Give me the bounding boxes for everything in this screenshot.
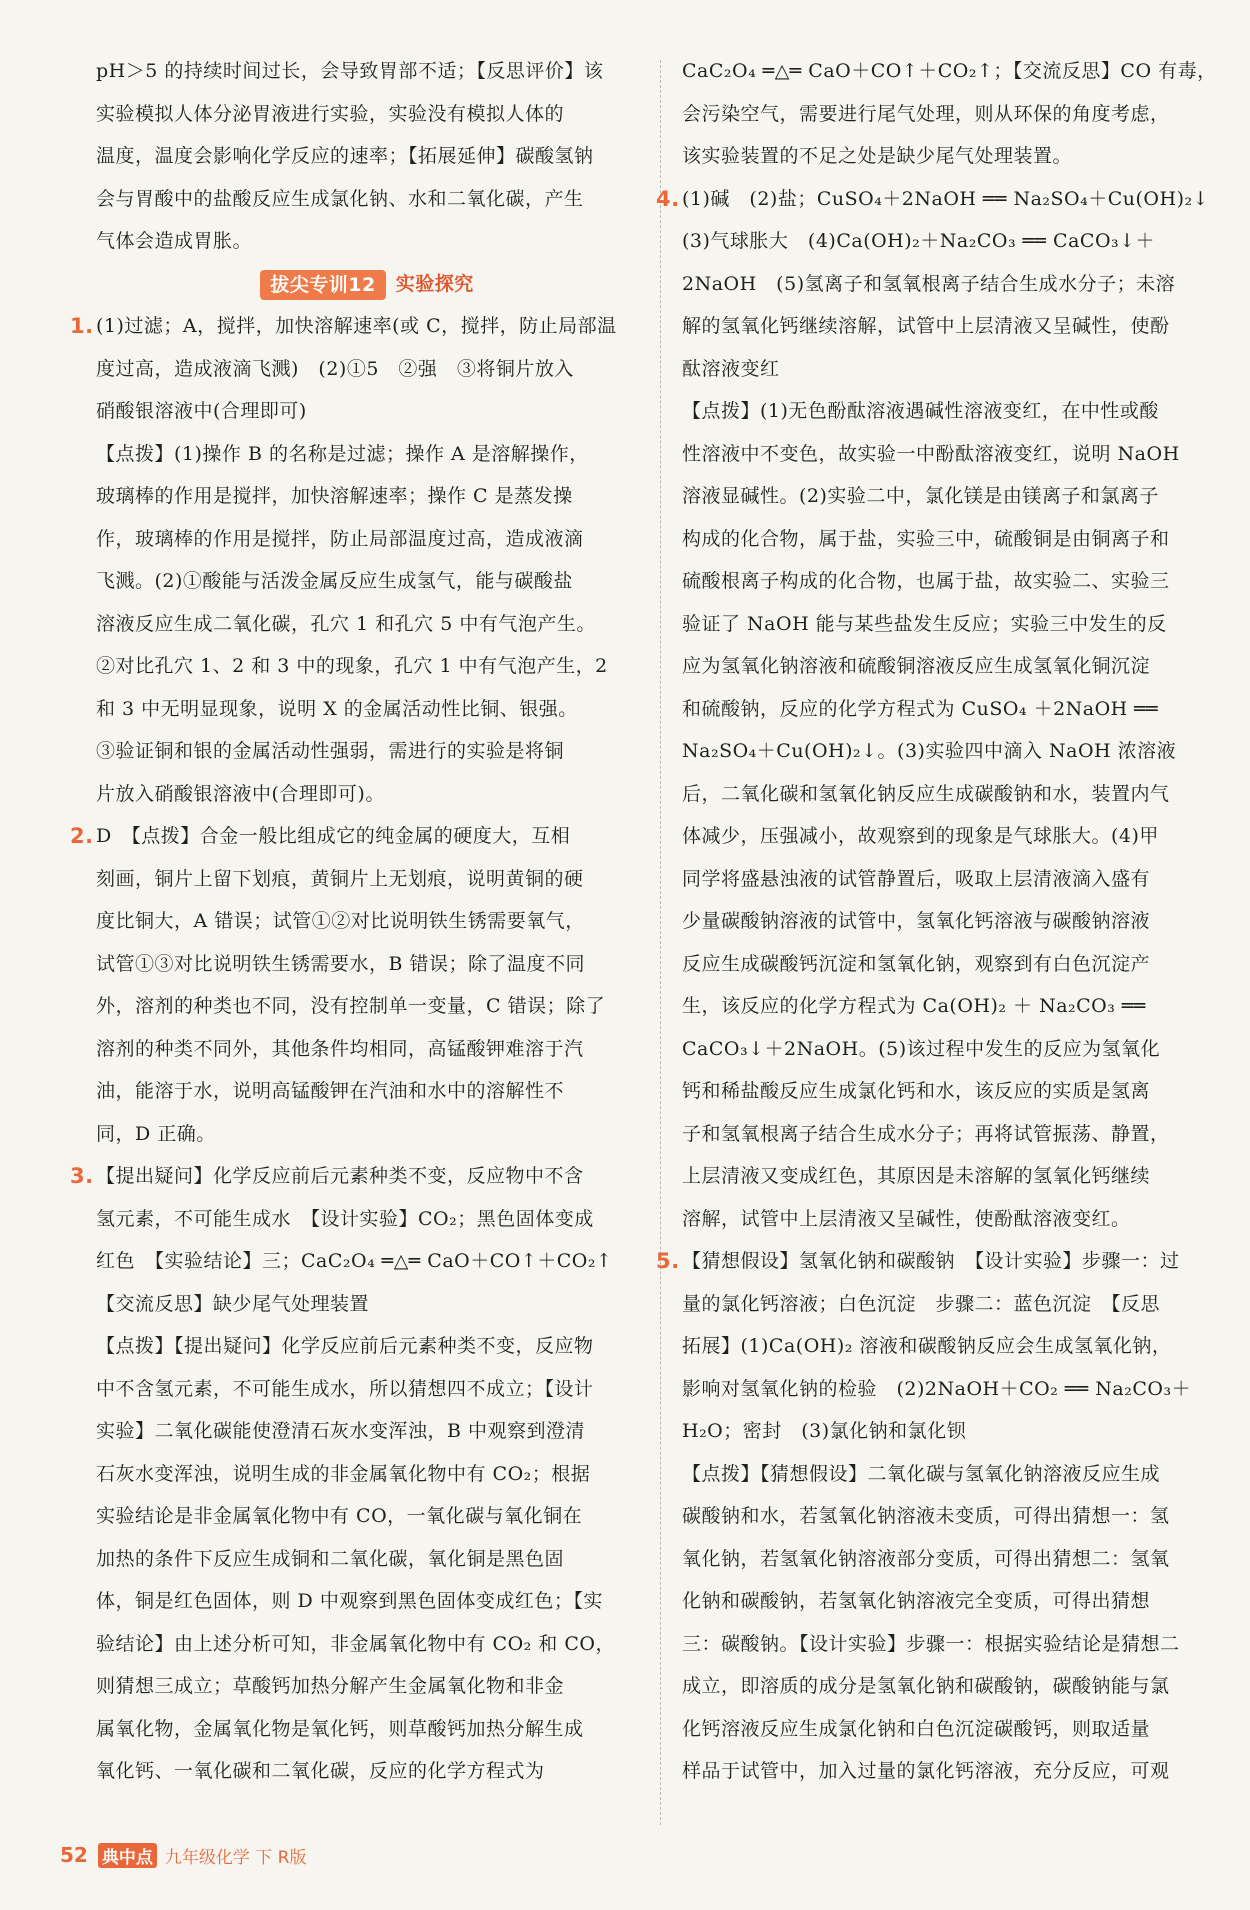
text-line: 成立，即溶质的成分是氢氧化钠和碳酸钠，碳酸钠能与氯 (682, 1675, 1170, 1697)
text-line: 溶液反应生成二氧化碳，孔穴 1 和孔穴 5 中有气泡产生。 (96, 612, 596, 635)
column-divider (660, 60, 661, 1825)
text-line: 上层清液又变成红色，其原因是未溶解的氢氧化钙继续 (682, 1165, 1151, 1187)
text-line: 【点拨】【提出疑问】化学反应前后元素种类不变，反应物 (96, 1335, 594, 1357)
text-line: 刻画，铜片上留下划痕，黄铜片上无划痕，说明黄铜的硬 (96, 867, 584, 890)
intro-paragraph (96, 50, 638, 263)
text-line: 实验模拟人体分泌胃液进行实验，实验没有模拟人体的 (96, 102, 565, 125)
text-line: 度比铜大，A 错误；试管①②对比说明铁生锈需要氧气， (96, 910, 585, 932)
text-line: (1)碱 (2)盐；CuSO₄＋2NaOH ══ Na₂SO₄＋Cu(OH)₂↓ (682, 187, 1210, 210)
text-line: 【交流反思】缺少尾气处理装置 (96, 1292, 370, 1315)
text-line: 和 3 中无明显现象，说明 X 的金属活动性比铜、银强。 (96, 697, 578, 720)
text-line: 属氧化物，金属氧化物是氧化钙，则草酸钙加热分解生成 (96, 1717, 584, 1740)
answer-item-5 (656, 1240, 1222, 1793)
page-number: 52 (60, 1843, 88, 1867)
text-line: 同，D 正确。 (96, 1122, 216, 1145)
text-line: 化钙溶液反应生成氯化钠和白色沉淀碳酸钙，则取适量 (682, 1717, 1151, 1740)
text-line: 构成的化合物，属于盐，实验三中，硫酸铜是由铜离子和 (682, 527, 1170, 550)
text-line: 实验结论是非金属氧化物中有 CO，一氧化碳与氧化铜在 (96, 1505, 583, 1527)
text-line: 片放入硝酸银溶液中(合理即可)。 (96, 782, 385, 805)
text-line: 钙和稀盐酸反应生成氯化钙和水，该反应的实质是氢离 (682, 1080, 1151, 1102)
text-line: 体，铜是红色固体，则 D 中观察到黑色固体变成红色；【实 (96, 1590, 603, 1612)
text-line: 加热的条件下反应生成铜和二氧化碳，氧化铜是黑色固 (96, 1547, 565, 1570)
text-line: 溶剂的种类不同外，其他条件均相同，高锰酸钾难溶于汽 (96, 1037, 584, 1060)
item-number: 4. (656, 186, 680, 211)
text-line: 后，二氧化碳和氢氧化钠反应生成碳酸钠和水，装置内气 (682, 782, 1170, 805)
section-header (96, 263, 638, 306)
text-line: 玻璃棒的作用是搅拌，加快溶解速率；操作 C 是蒸发操 (96, 485, 573, 507)
text-line: 氧化钙、一氧化碳和二氧化碳，反应的化学方程式为 (96, 1760, 545, 1782)
text-line: (1)过滤；A，搅拌，加快溶解速率(或 C，搅拌，防止局部温 (96, 315, 617, 337)
text-line: 性溶液中不变色，故实验一中酚酞溶液变红，说明 NaOH (682, 442, 1180, 465)
text-line: 实验】二氧化碳能使澄清石灰水变浑浊，B 中观察到澄清 (96, 1420, 586, 1442)
text-line: 会与胃酸中的盐酸反应生成氯化钠、水和二氧化碳，产生 (96, 187, 584, 210)
text-line: 生，该反应的化学方程式为 Ca(OH)₂ ＋ Na₂CO₃ ══ (682, 995, 1146, 1017)
text-line: 同学将盛悬浊液的试管静置后，吸取上层清液滴入盛有 (682, 867, 1151, 890)
text-line: 外，溶剂的种类也不同，没有控制单一变量，C 错误；除了 (96, 995, 606, 1017)
book-title: 九年级化学 下 R版 (164, 1847, 307, 1868)
text-line: 验结论】由上述分析可知，非金属氧化物中有 CO₂ 和 CO， (96, 1632, 615, 1655)
text-line: pH＞5 的持续时间过长，会导致胃部不适；【反思评价】该 (96, 60, 604, 82)
item-number: 3. (70, 1164, 94, 1188)
text-line: 2NaOH (5)氢离子和氢氧根离子结合生成水分子；未溶 (682, 272, 1176, 295)
text-line: 氧化钠，若氢氧化钠溶液部分变质，可得出猜想二：氢氧 (682, 1547, 1170, 1570)
answer-item-1 (70, 305, 638, 815)
text-line: 溶解，试管中上层清液又呈碱性，使酚酞溶液变红。 (682, 1207, 1131, 1230)
text-line: 红色 【实验结论】三；CaC₂O₄ ═△═ CaO＋CO↑＋CO₂↑ (96, 1250, 613, 1272)
text-line: CaC₂O₄ ═△═ CaO＋CO↑＋CO₂↑；【交流反思】CO 有毒， (682, 60, 1217, 82)
text-line: 和硫酸钠，反应的化学方程式为 CuSO₄ ＋2NaOH ══ (682, 697, 1159, 720)
section-label: 实验探究 (395, 273, 474, 296)
item-number: 2. (70, 824, 94, 848)
text-line: 【提出疑问】化学反应前后元素种类不变，反应物中不含 (96, 1165, 584, 1187)
text-line: 反应生成碳酸钙沉淀和氢氧化钠，观察到有白色沉淀产 (682, 952, 1151, 975)
answer-item-3 (70, 1155, 638, 1793)
text-line: 硝酸银溶液中(合理即可) (96, 400, 307, 422)
item-number: 5. (656, 1249, 680, 1273)
text-line: 碳酸钠和水，若氢氧化钠溶液未变质，可得出猜想一：氢 (682, 1505, 1170, 1527)
text-line: 石灰水变浑浊，说明生成的非金属氧化物中有 CO₂；根据 (96, 1462, 591, 1485)
text-line: 样品于试管中，加入过量的氯化钙溶液，充分反应，可观 (682, 1760, 1170, 1782)
text-line: ②对比孔穴 1、2 和 3 中的现象，孔穴 1 中有气泡产生，2 (96, 655, 608, 677)
text-line: 【点拨】【猜想假设】二氧化碳与氢氧化钠溶液反应生成 (682, 1462, 1161, 1485)
text-line: 度过高，造成液滴飞溅) (2)①5 ②强 ③将铜片放入 (96, 357, 574, 380)
text-line: 酞溶液变红 (682, 357, 780, 380)
text-line: 解的氢氧化钙继续溶解，试管中上层清液又呈碱性，使酚 (682, 315, 1170, 337)
text-line: D 【点拨】合金一般比组成它的纯金属的硬度大，互相 (96, 825, 571, 847)
text-line: 则猜想三成立；草酸钙加热分解产生金属氧化物和非金 (96, 1675, 565, 1697)
continued-paragraph (682, 50, 1222, 178)
text-line: 该实验装置的不足之处是缺少尾气处理装置。 (682, 145, 1073, 167)
text-line: 【点拨】(1)操作 B 的名称是过滤；操作 A 是溶解操作， (96, 442, 589, 465)
text-line: CaCO₃↓＋2NaOH。(5)该过程中发生的反应为氢氧化 (682, 1037, 1161, 1060)
text-line: 油，能溶于水，说明高锰酸钾在汽油和水中的溶解性不 (96, 1080, 565, 1102)
text-line: 子和氢氧根离子结合生成水分子；再将试管振荡、静置， (682, 1122, 1170, 1145)
text-line: 试管①③对比说明铁生锈需要水，B 错误；除了温度不同 (96, 952, 586, 975)
brand-logo: 典中点 (98, 1843, 157, 1868)
text-line: 验证了 NaOH 能与某些盐发生反应；实验三中发生的反 (682, 612, 1167, 635)
answer-item-2 (70, 815, 638, 1155)
text-line: 会污染空气，需要进行尾气处理，则从环保的角度考虑， (682, 102, 1170, 125)
text-line: 溶液显碱性。(2)实验二中，氯化镁是由镁离子和氯离子 (682, 485, 1159, 507)
text-line: 硫酸根离子构成的化合物，也属于盐，故实验二、实验三 (682, 570, 1170, 592)
text-line: (3)气球胀大 (4)Ca(OH)₂＋Na₂CO₃ ══ CaCO₃↓＋ (682, 230, 1156, 252)
text-line: 氢元素，不可能生成水 【设计实验】CO₂；黑色固体变成 (96, 1207, 594, 1230)
text-line: 拓展】(1)Ca(OH)₂ 溶液和碳酸钠反应会生成氢氧化钠， (682, 1335, 1172, 1357)
right-column (656, 50, 1222, 1793)
text-line: 影响对氢氧化钠的检验 (2)2NaOH＋CO₂ ══ Na₂CO₃＋ (682, 1377, 1192, 1400)
text-line: Na₂SO₄＋Cu(OH)₂↓。(3)实验四中滴入 NaOH 浓溶液 (682, 740, 1177, 762)
text-line: ③验证铜和银的金属活动性强弱，需进行的实验是将铜 (96, 740, 565, 762)
item-number: 1. (70, 314, 94, 338)
text-line: 【猜想假设】氢氧化钠和碳酸钠 【设计实验】步骤一：过 (682, 1250, 1180, 1272)
text-line: 温度，温度会影响化学反应的速率；【拓展延伸】碳酸氢钠 (96, 145, 594, 167)
section-badge: 拔尖专训12 (260, 270, 385, 300)
text-line: 少量碳酸钠溶液的试管中，氢氧化钙溶液与碳酸钠溶液 (682, 910, 1151, 932)
left-column (70, 50, 638, 1793)
answer-item-4 (656, 178, 1222, 1241)
text-line: 气体会造成胃胀。 (96, 230, 253, 252)
text-line: 体减少，压强减小，故观察到的现象是气球胀大。(4)甲 (682, 825, 1159, 847)
page-footer (60, 1840, 306, 1870)
text-line: 【点拨】(1)无色酚酞溶液遇碱性溶液变红，在中性或酸 (682, 400, 1159, 422)
text-line: 三：碳酸钠。【设计实验】步骤一：根据实验结论是猜想二 (682, 1632, 1180, 1655)
text-line: H₂O；密封 (3)氯化钠和氯化钡 (682, 1420, 967, 1442)
text-line: 化钠和碳酸钠，若氢氧化钠溶液完全变质，可得出猜想 (682, 1590, 1151, 1612)
text-line: 作，玻璃棒的作用是搅拌，防止局部温度过高，造成液滴 (96, 527, 584, 550)
text-line: 量的氯化钙溶液；白色沉淀 步骤二：蓝色沉淀 【反思 (682, 1292, 1161, 1315)
text-line: 中不含氢元素，不可能生成水，所以猜想四不成立；【设计 (96, 1377, 594, 1400)
text-line: 应为氢氧化钠溶液和硫酸铜溶液反应生成氢氧化铜沉淀 (682, 655, 1151, 677)
text-line: 飞溅。(2)①酸能与活泼金属反应生成氢气，能与碳酸盐 (96, 570, 573, 592)
